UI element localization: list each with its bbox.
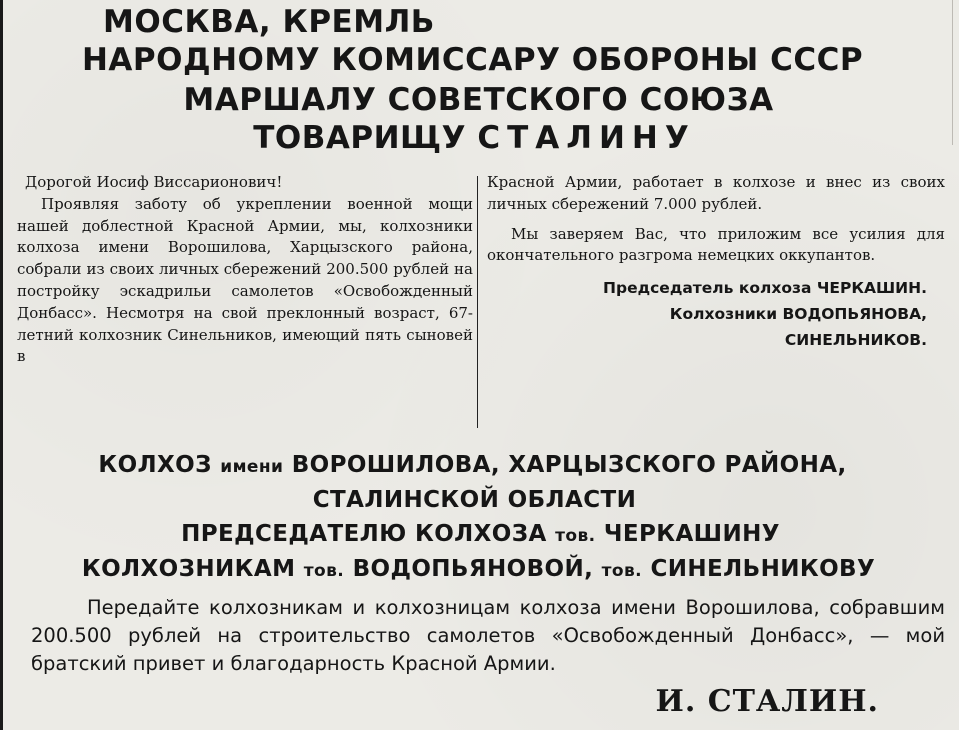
telegram-header-line-4 (0, 120, 954, 156)
reply-kolkhoz-name: ВОРОШИЛОВА, ХАРЦЫЗСКОГО РАЙОНА, (291, 452, 847, 478)
salutation: Дорогой Иосиф Виссарионович! (25, 173, 283, 191)
reply-tov-3: тов. (601, 561, 643, 581)
reply-chairman-name: ЧЕРКАШИНУ (603, 521, 780, 547)
reply-tov-1: тов. (555, 526, 596, 546)
header-addressee-name: СТАЛИНУ (477, 120, 696, 156)
header-prefix: ТОВАРИЩУ (253, 120, 467, 156)
reply-farmers-title: КОЛХОЗНИКАМ (81, 556, 296, 582)
reply-chairman-title: ПРЕДСЕДАТЕЛЮ КОЛХОЗА (181, 521, 547, 547)
reply-word-imeni: имени (220, 457, 284, 477)
reply-address-line-1 (0, 452, 952, 478)
telegram-right-column (487, 172, 945, 353)
signature-collective-farmers: Колхозники ВОДОПЬЯНОВА, (669, 305, 927, 324)
column-divider (477, 176, 478, 428)
telegram-header-line-3: МАРШАЛУ СОВЕТСКОГО СОЮЗА (183, 82, 774, 118)
reply-farmer-vodopyanova: ВОДОПЬЯНОВОЙ, (352, 556, 594, 582)
reply-word-kolkhoz: КОЛХОЗ (98, 452, 212, 478)
reply-message-body: Передайте колхозникам и колхозницам колхоза имени Ворошилова, собравшим 200.500 рублей на строительство самолетов «Освобожденный Донбасс», — мой братский привет и благодарность Красной Армии. (31, 596, 945, 675)
letter-paragraph-3: Мы заверяем Вас, что приложим все усилия для окончательного разгрома немецких оккупантов. (487, 224, 945, 265)
signature-sinelnikov: СИНЕЛЬНИКОВ. (784, 331, 927, 350)
telegram-header-line-1: МОСКВА, КРЕМЛЬ (103, 4, 435, 40)
reply-tov-2: тов. (303, 561, 345, 581)
reply-address-line-4 (0, 556, 958, 582)
letter-paragraph-1: Проявляя заботу об укреплении военной мощи нашей доблестной Красной Армии, мы, колхозники колхоза имени Ворошилова, Харцызского района, собрали из своих личных сбережений 200.500 рублей на постройку эскадрильи самолетов «Освобожденный Донбасс». Несмотря на свой преклонный возраст, 67-летний колхозник Синельников, имеющий пять сыновей в (17, 194, 473, 366)
telegram-header-line-2: НАРОДНОМУ КОМИССАРУ ОБОРОНЫ СССР (81, 42, 864, 78)
reply-address-line-2: СТАЛИНСКОЙ ОБЛАСТИ (312, 487, 637, 513)
reply-address-line-3 (1, 521, 959, 547)
reply-farmer-sinelnikov: СИНЕЛЬНИКОВУ (650, 556, 876, 582)
letter-signatures (487, 275, 945, 353)
telegram-left-column (17, 172, 473, 368)
reply-signature: И. СТАЛИН. (655, 684, 879, 719)
signature-chairman: Председатель колхоза ЧЕРКАШИН. (603, 279, 927, 298)
letter-paragraph-2: Красной Армии, работает в колхозе и внес из своих личных сбережений 7.000 рублей. (487, 173, 945, 213)
